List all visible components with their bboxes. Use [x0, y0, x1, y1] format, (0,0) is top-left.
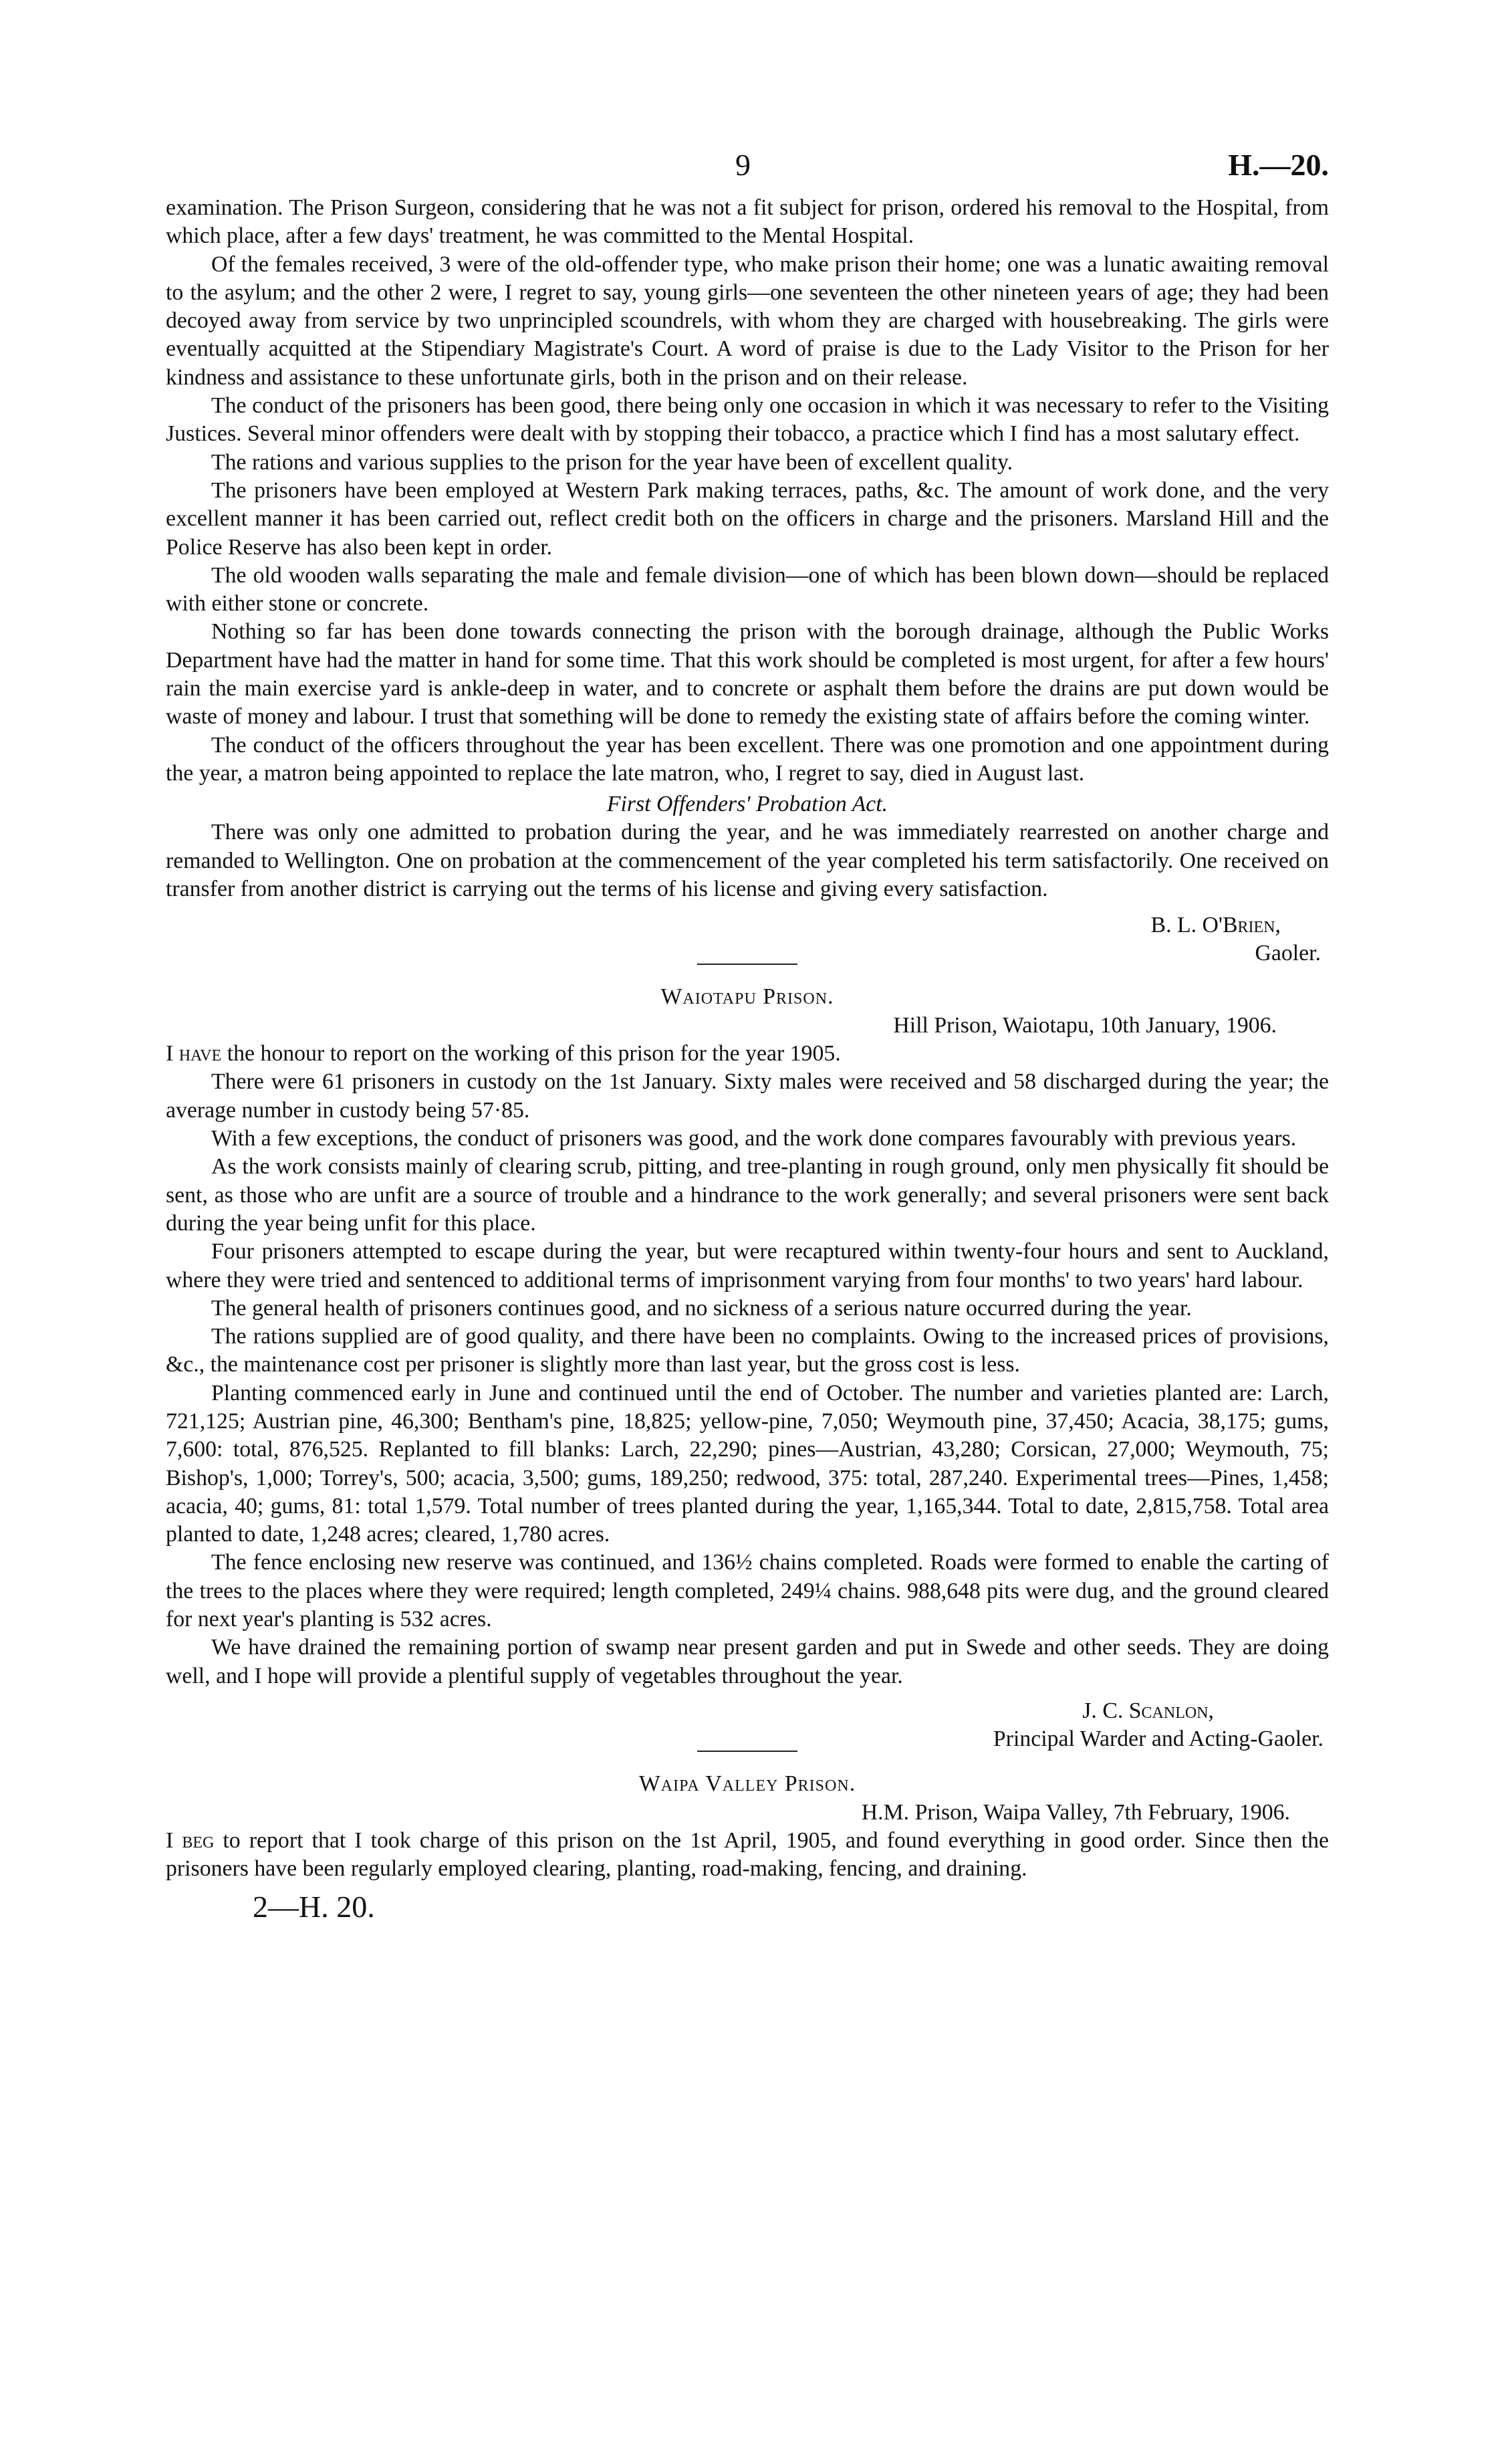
paragraph: The fence enclosing new reserve was continued, and 136½ chains completed. Roads were formed to enable the carting of the trees to the places where they were required; length completed, 249¼ chains. 988,648 pits were dug, and the ground cleared for next year's planting is 532 acres.	[166, 1550, 1329, 1632]
section-subheading: First Offenders' Probation Act.	[606, 792, 888, 817]
section-divider	[697, 1751, 797, 1752]
paragraph: The prisoners have been employed at Western Park making terraces, paths, &c. The amount of work done, and the very excellent manner it has been carried out, reflect credit both on the officers in charge and the prisoners. Marsland Hill and the Police Reserve has also been kept in order.	[166, 477, 1329, 560]
page-footer	[166, 1884, 1329, 1930]
lead-text: to report that I took charge of this prison on the 1st April, 1905, and found everything in good order. Since then the prisoners have been regularly employed clearing, planting, road-making, fencing, and draining.	[166, 1827, 1329, 1882]
document-page	[166, 140, 1329, 1930]
dateline: H.M. Prison, Waipa Valley, 7th February, 1906.	[861, 1799, 1290, 1825]
paragraph: The conduct of the officers throughout the year has been excellent. There was one promotion and one appointment during the year, a matron being appointed to replace the late matron, who, I regret to say, died in August last.	[166, 732, 1329, 786]
page-number: 9	[735, 148, 751, 182]
paragraph: With a few exceptions, the conduct of prisoners was good, and the work done compares favourably with previous years.	[211, 1126, 1297, 1151]
page-header	[166, 140, 1329, 194]
paragraph: The rations supplied are of good quality, and there have been no complaints. Owing to the increased prices of provisions, &c., the maintenance cost per prisoner is slightly more than last year, but the gross cost is less.	[166, 1324, 1329, 1377]
signature-name: J. C. Scanlon,	[1082, 1698, 1214, 1723]
paragraph: We have drained the remaining portion of swamp near present garden and put in Swede and other seeds. They are doing well, and I hope will provide a plentiful supply of vegetables throughout the year.	[166, 1635, 1329, 1688]
paragraph: There was only one admitted to probation during the year, and he was immediately rearrested on another charge and remanded to Wellington. One on probation at the commencement of the year completed his term satisfactorily. One received on transfer from another district is carrying out the terms of his license and giving every satisfaction.	[166, 820, 1329, 901]
waipa-valley-prison-report	[166, 1769, 1329, 1884]
paragraph: The conduct of the prisoners has been good, there being only one occasion in which it was necessary to refer to the Visiting Justices. Several minor offenders were dealt with by stopping their tobacco, a practice which I find has a most salutary effect.	[166, 393, 1329, 447]
paragraph: As the work consists mainly of clearing scrub, pitting, and tree-planting in rough ground, only men physically fit should be sent, as those who are unfit are a source of trouble and a hindrance to the work generally; and several prisoners were sent back during the year being unfit for this place.	[166, 1154, 1329, 1236]
new-plymouth-report-continuation	[166, 194, 1329, 968]
dateline: Hill Prison, Waiotapu, 10th January, 1906.	[893, 1013, 1277, 1038]
section-divider	[697, 964, 797, 965]
opening-paragraph	[166, 1040, 1329, 1068]
waiotapu-prison-report	[166, 982, 1329, 1753]
paragraph: There were 61 prisoners in custody on the 1st January. Sixty males were received and 58 discharged during the year; the average number in custody being 57·85.	[166, 1069, 1329, 1123]
paragraph: The rations and various supplies to the prison for the year have been of excellent quality.	[211, 449, 1013, 475]
paragraph: The old wooden walls separating the male and female division—one of which has been blown down—should be replaced with either stone or concrete.	[166, 562, 1329, 617]
paragraph: Planting commenced early in June and continued until the end of October. The number and varieties planted are: Larch, 721,125; Austrian pine, 46,300; Bentham's pine, 18,825; yellow-pine, 7,050; Weymouth pine, 37,450; Acacia, 38,175; gums, 7,600: total, 876,525. Replanted to fill blanks: Larch, 22,290; pines—Austrian, 43,280; Corsican, 27,000; Weymouth, 75; Bishop's, 1,000; Torrey's, 500; acacia, 3,500; gums, 189,250; redwood, 375: total, 287,240. Experimental trees—Pines, 1,458; acacia, 40; gums, 81: total 1,579. Total number of trees planted during the year, 1,165,344. Total to date, 2,815,758. Total area planted to date, 1,248 acres; cleared, 1,780 acres.	[166, 1380, 1329, 1547]
paragraph: Four prisoners attempted to escape during the year, but were recaptured within twenty-four hours and sent to Auckland, where they were tried and sentenced to additional terms of imprisonment varying from four months' to two years' hard labour.	[166, 1239, 1329, 1293]
signature-block	[166, 911, 1329, 968]
section-heading: Waiotapu Prison.	[660, 984, 834, 1010]
lead-text: the honour to report on the working of this prison for the year 1905.	[221, 1041, 841, 1067]
signature-name: B. L. O'Brien,	[1150, 913, 1281, 938]
paragraph: Of the females received, 3 were of the old-offender type, who make prison their home; one was a lunatic awaiting removal to the asylum; and the other 2 were, I regret to say, young girls—one seventeen the other nineteen years of age; they had been decoyed away from service by two unprincipled scoundrels, with whom they are charged with housebreaking. The girls were eventually acquitted at the Stipendiary Magistrate's Court. A word of praise is due to the Lady Visitor to the Prison for her kindness and assistance to these unfortunate girls, both in the prison and on their release.	[166, 251, 1329, 390]
section-heading: Waipa Valley Prison.	[638, 1771, 856, 1796]
document-reference: H.—20.	[1228, 148, 1329, 182]
signature-mark: 2—H. 20.	[253, 1889, 375, 1924]
signature-block	[166, 1697, 1329, 1753]
opening-paragraph	[166, 1827, 1329, 1884]
lead-words: I beg	[166, 1827, 215, 1853]
signature-title: Gaoler.	[1255, 941, 1321, 966]
paragraph: Nothing so far has been done towards connecting the prison with the borough drainage, although the Public Works Department have had the matter in hand for some time. That this work should be completed is most urgent, for after a few hours' rain the main exercise yard is ankle-deep in water, and to concrete or asphalt them before the drains are put down would be waste of money and labour. I trust that something will be done to remedy the existing state of affairs before the coming winter.	[166, 619, 1329, 730]
paragraph: The general health of prisoners continues good, and no sickness of a serious nature occurred during the year.	[211, 1295, 1192, 1321]
lead-words: I have	[166, 1041, 222, 1067]
paragraph: examination. The Prison Surgeon, considering that he was not a fit subject for prison, ordered his removal to the Hospital, from which place, after a few days' treatment, he was committed to the Mental Hospital.	[166, 195, 1329, 249]
signature-title: Principal Warder and Acting-Gaoler.	[993, 1726, 1324, 1751]
